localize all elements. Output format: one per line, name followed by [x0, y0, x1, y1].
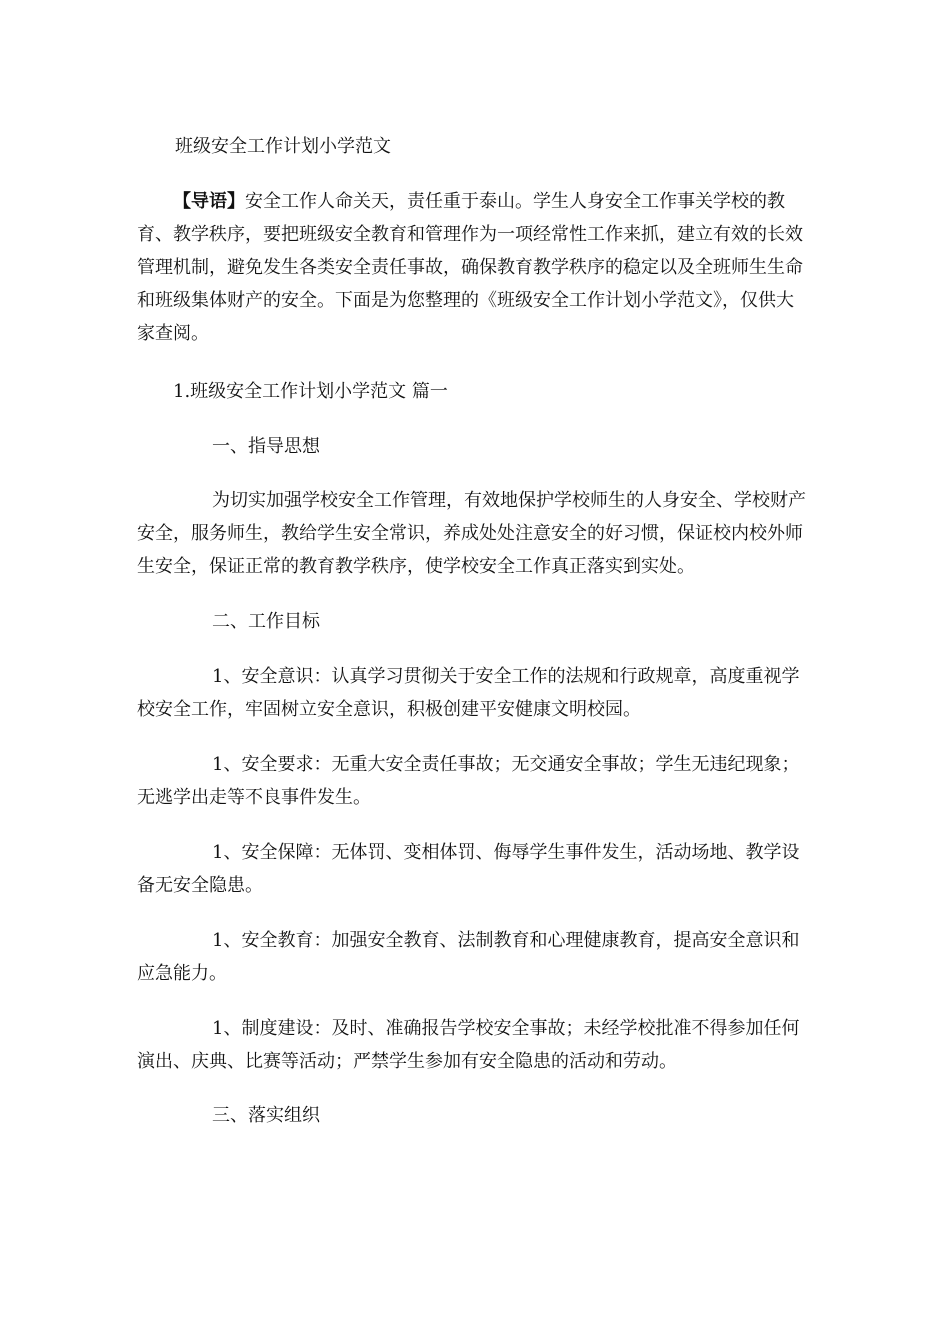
goal-item-safety-education: 1、安全教育：加强安全教育、法制教育和心理健康教育，提高安全意识和应急能力。	[137, 930, 800, 984]
paragraph-guiding-ideology: 为切实加强学校安全工作管理，有效地保护学校师生的人身安全、学校财产安全，服务师生，教给学生安全常识，养成处处注意安全的好习惯，保证校内校外师生安全，保证正常的教育教学秩序，使学校安全工作真正落实到实处。	[137, 490, 806, 577]
document-title: 班级安全工作计划小学范文	[175, 136, 391, 157]
intro-paragraph	[137, 185, 809, 350]
intro-tag: 【导语】	[173, 191, 245, 212]
heading-guiding-ideology: 一、指导思想	[212, 436, 320, 457]
heading-work-goals: 二、工作目标	[212, 611, 320, 632]
goal-item-system-building: 1、制度建设：及时、准确报告学校安全事故；未经学校批准不得参加任何演出、庆典、比赛等活动；严禁学生参加有安全隐患的活动和劳动。	[137, 1018, 800, 1072]
goal-item-safety-awareness: 1、安全意识：认真学习贯彻关于安全工作的法规和行政规章，高度重视学校安全工作，牢固树立安全意识，积极创建平安健康文明校园。	[137, 666, 800, 720]
goal-item-safety-requirements: 1、安全要求：无重大安全责任事故；无交通安全事故；学生无违纪现象；无逃学出走等不良事件发生。	[137, 754, 800, 808]
intro-text: 安全工作人命关天，责任重于泰山。学生人身安全工作事关学校的教育、教学秩序，要把班级安全教育和管理作为一项经常性工作来抓，建立有效的长效管理机制，避免发生各类安全责任事故，确保教育教学秩序的稳定以及全班师生生命和班级集体财产的安全。下面是为您整理的《班级安全工作计划小学范文》，仅供大家查阅。	[137, 191, 803, 344]
section-heading: 1.班级安全工作计划小学范文 篇一	[173, 381, 448, 402]
heading-implementation: 三、落实组织	[212, 1105, 320, 1126]
goal-item-safety-guarantee: 1、安全保障：无体罚、变相体罚、侮辱学生事件发生，活动场地、教学设备无安全隐患。	[137, 842, 800, 896]
